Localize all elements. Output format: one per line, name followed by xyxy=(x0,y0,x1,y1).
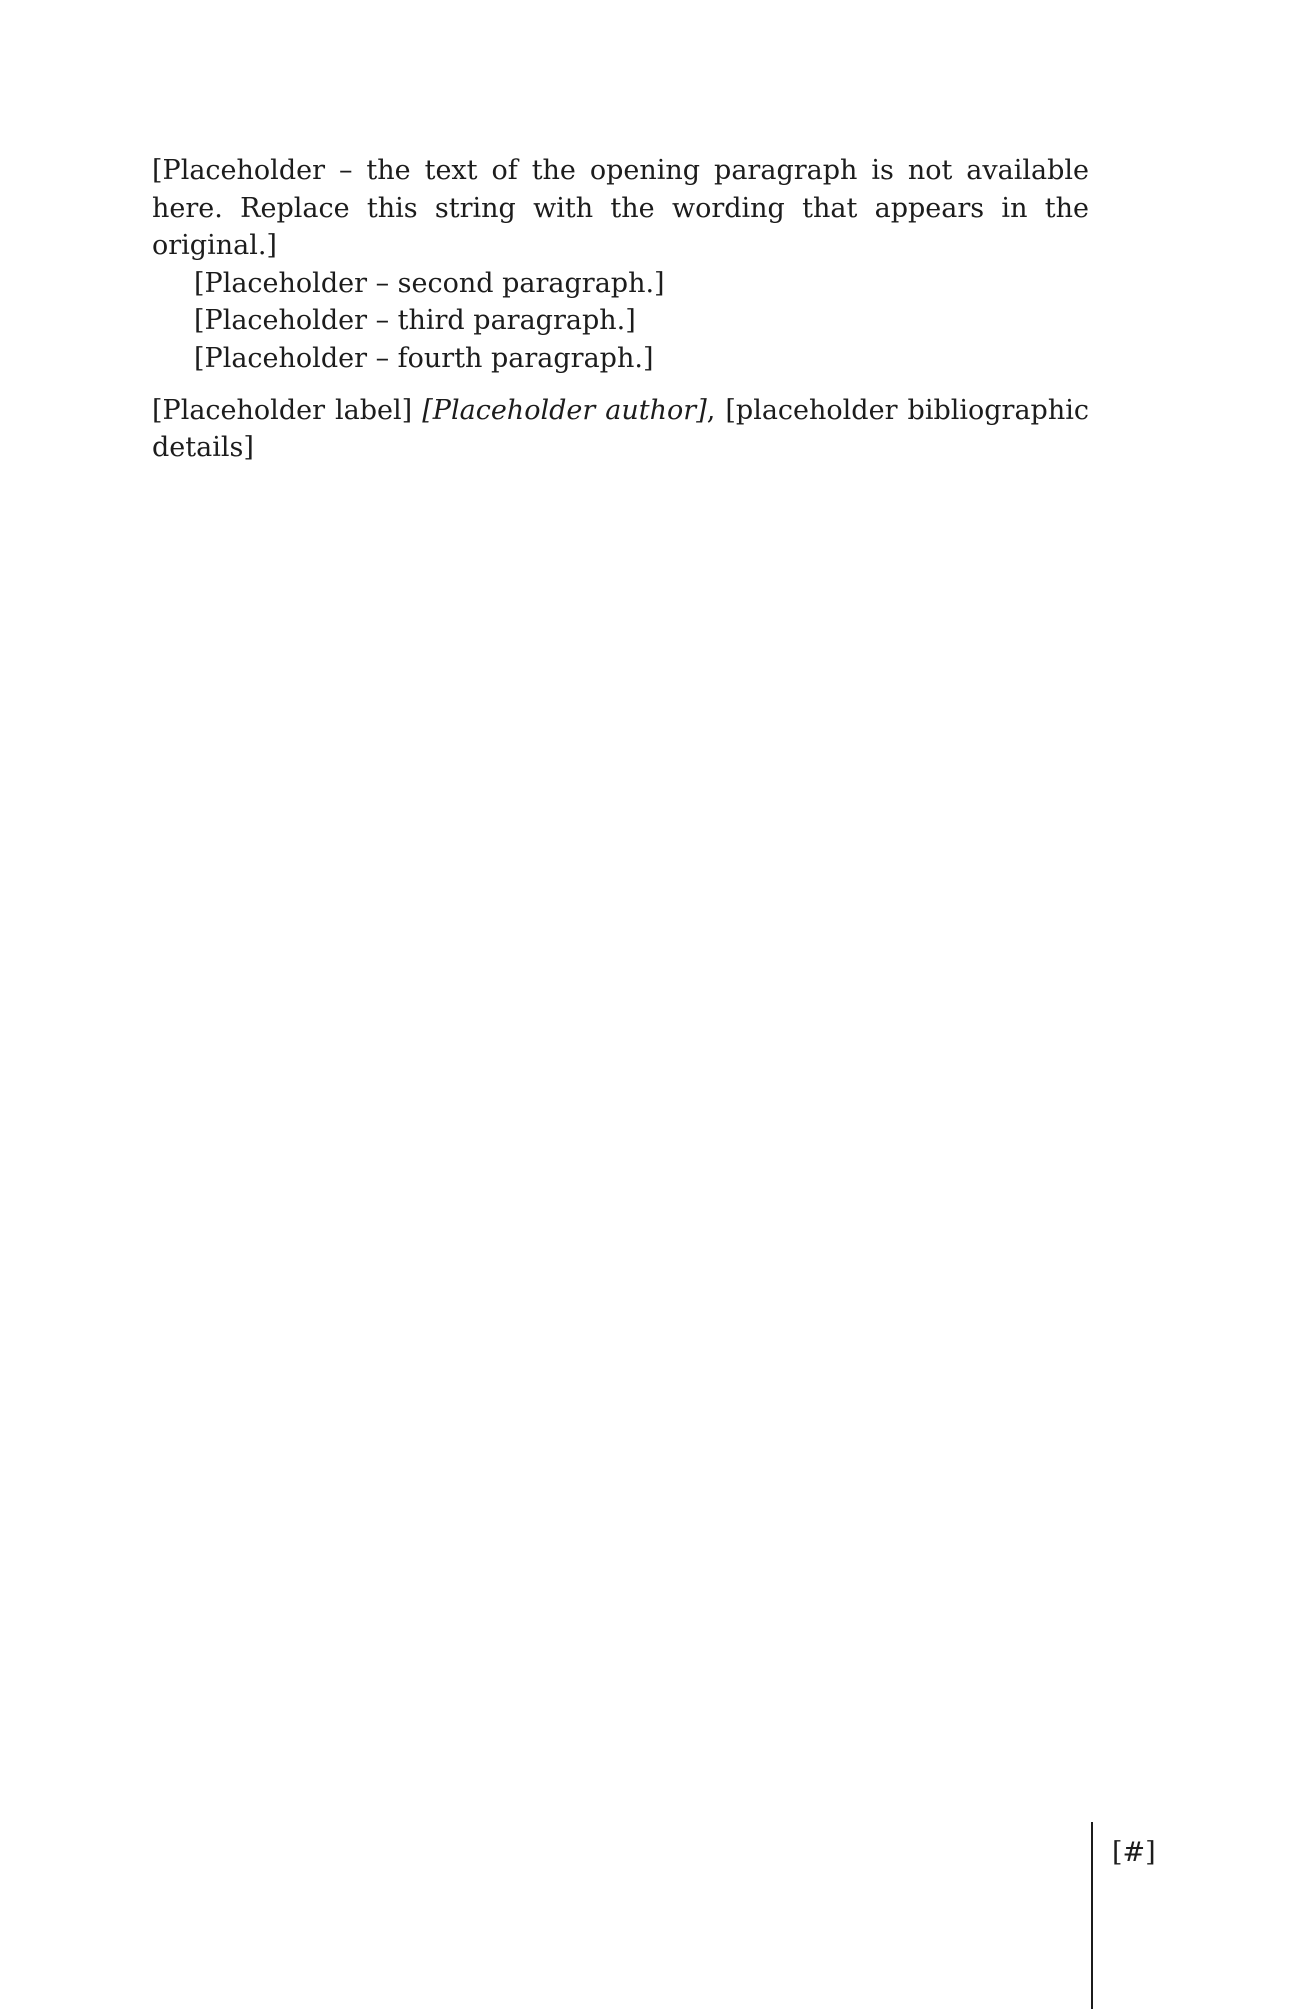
page-number: [#] xyxy=(1112,1837,1156,1868)
paragraph-3: [Placeholder – third paragraph.] xyxy=(194,305,636,337)
main-text xyxy=(152,152,1089,467)
literature-label: [Placeholder label] xyxy=(152,394,413,426)
paragraph-1: [Placeholder – the text of the opening paragraph is not available here. Replace this string with the wording that appears in the original.] xyxy=(152,155,1089,262)
page-number-rule xyxy=(1091,1822,1093,2009)
literature-author: [Placeholder author] xyxy=(422,394,707,426)
paragraph-2: [Placeholder – second paragraph.] xyxy=(194,267,665,299)
literature-text: , [placeholder bibliographic details] xyxy=(152,394,1089,464)
paragraph-4: [Placeholder – fourth paragraph.] xyxy=(194,342,654,374)
literature-references xyxy=(152,392,1089,467)
